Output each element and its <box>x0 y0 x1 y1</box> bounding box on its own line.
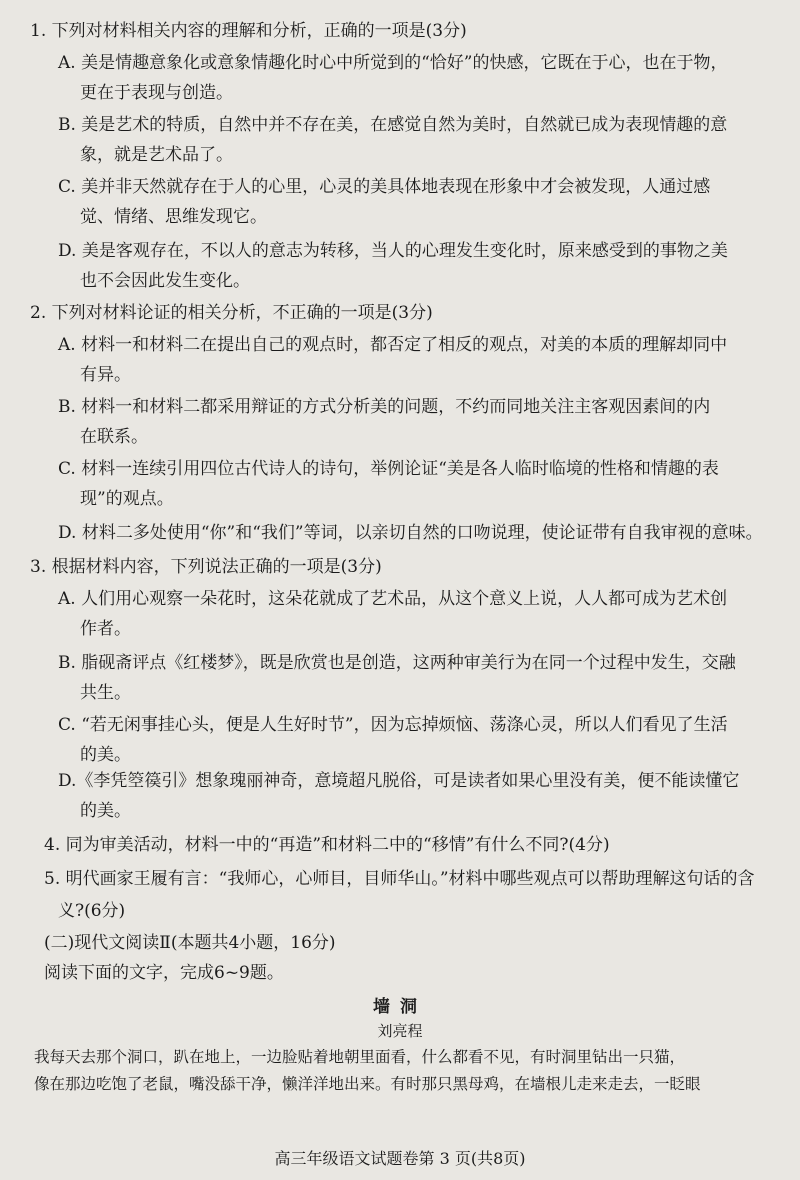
story-body <box>34 1044 780 1098</box>
question-2-option-a[interactable] <box>58 334 784 386</box>
question-3-option-a[interactable] <box>58 588 784 640</box>
question-2-option-d[interactable] <box>58 522 784 544</box>
option-line: D. 材料二多处使用“你”和“我们”等词，以亲切自然的口吻说理，使论证带有自我审视的意味。 <box>58 523 763 543</box>
option-line: B. 材料一和材料二都采用辩证的方式分析美的问题，不约而同地关注主客观因素间的内 <box>58 397 711 417</box>
option-line: 作者。 <box>80 619 131 639</box>
question-3-option-b[interactable] <box>58 652 784 704</box>
story-title: 墙洞 <box>373 997 427 1017</box>
option-line: 有异。 <box>80 365 131 385</box>
option-line: 共生。 <box>80 683 131 703</box>
question-4: 4. 同为审美活动，材料一中的“再造”和材料二中的“移情”有什么不同?(4分) <box>44 835 610 855</box>
option-line: 象，就是艺术品了。 <box>80 145 233 165</box>
option-line: A. 材料一和材料二在提出自己的观点时，都否定了相反的观点，对美的本质的理解却同中 <box>58 335 728 355</box>
section-heading: (二)现代文阅读Ⅱ(本题共4小题，16分) <box>44 933 336 953</box>
option-line: 的美。 <box>80 801 131 821</box>
question-2-stem: 2. 下列对材料论证的相关分析，不正确的一项是(3分) <box>30 303 433 323</box>
option-line: C. “若无闲事挂心头，便是人生好时节”，因为忘掉烦恼、荡涤心灵，所以人们看见了生活 <box>58 715 728 735</box>
page-footer: 高三年级语文试题卷第 3 页(共8页) <box>274 1149 526 1168</box>
question-3-option-d[interactable] <box>58 770 784 822</box>
story-line: 我每天去那个洞口，趴在地上，一边脸贴着地朝里面看，什么都看不见，有时洞里钻出一只猫， <box>34 1048 686 1066</box>
option-line: 在联系。 <box>80 427 148 447</box>
option-line: B. 美是艺术的特质，自然中并不存在美，在感觉自然为美时，自然就已成为表现情趣的意 <box>58 115 728 135</box>
question-1-option-b[interactable] <box>58 114 784 166</box>
question-1-stem: 1. 下列对材料相关内容的理解和分析，正确的一项是(3分) <box>30 21 467 41</box>
question-3-option-c[interactable] <box>58 714 784 766</box>
option-line: 更在于表现与创造。 <box>80 83 233 103</box>
story-line: 像在那边吃饱了老鼠，嘴没舔干净，懒洋洋地出来。有时那只黑母鸡，在墙根儿走来走去，一眨眼 <box>34 1075 701 1093</box>
option-line: D. 美是客观存在，不以人的意志为转移，当人的心理发生变化时，原来感受到的事物之美 <box>58 241 728 261</box>
story-author: 刘亮程 <box>377 1022 423 1040</box>
question-1-option-a[interactable] <box>58 52 784 104</box>
option-line: C. 材料一连续引用四位古代诗人的诗句，举例论证“美是各人临时临境的性格和情趣的表 <box>58 459 719 479</box>
question-5-line-1: 5. 明代画家王履有言：“我师心，心师目，目师华山。”材料中哪些观点可以帮助理解这句话的含 <box>44 869 755 889</box>
question-5-line-2: 义?(6分) <box>58 901 126 921</box>
option-line: B. 脂砚斋评点《红楼梦》，既是欣赏也是创造，这两种审美行为在同一个过程中发生，交融 <box>58 653 736 673</box>
question-2-option-c[interactable] <box>58 458 784 510</box>
question-1-option-c[interactable] <box>58 176 784 228</box>
option-line: A. 美是情趣意象化或意象情趣化时心中所觉到的“恰好”的快感，它既在于心，也在于物， <box>58 53 728 73</box>
option-line: 的美。 <box>80 745 131 765</box>
option-line: 也不会因此发生变化。 <box>80 271 250 291</box>
question-3-stem: 3. 根据材料内容，下列说法正确的一项是(3分) <box>30 557 382 577</box>
option-line: 觉、情绪、思维发现它。 <box>80 207 267 227</box>
question-1-option-d[interactable] <box>58 240 784 292</box>
option-line: A. 人们用心观察一朵花时，这朵花就成了艺术品，从这个意义上说，人人都可成为艺术创 <box>58 589 728 609</box>
option-line: 现”的观点。 <box>80 489 174 509</box>
option-line: C. 美并非天然就存在于人的心里，心灵的美具体地表现在形象中才会被发现，人通过感 <box>58 177 711 197</box>
option-line: D.《李凭箜篌引》想象瑰丽神奇，意境超凡脱俗，可是读者如果心里没有美，便不能读懂它 <box>58 771 740 791</box>
question-2-option-b[interactable] <box>58 396 784 448</box>
section-instruction: 阅读下面的文字，完成6~9题。 <box>44 963 284 983</box>
